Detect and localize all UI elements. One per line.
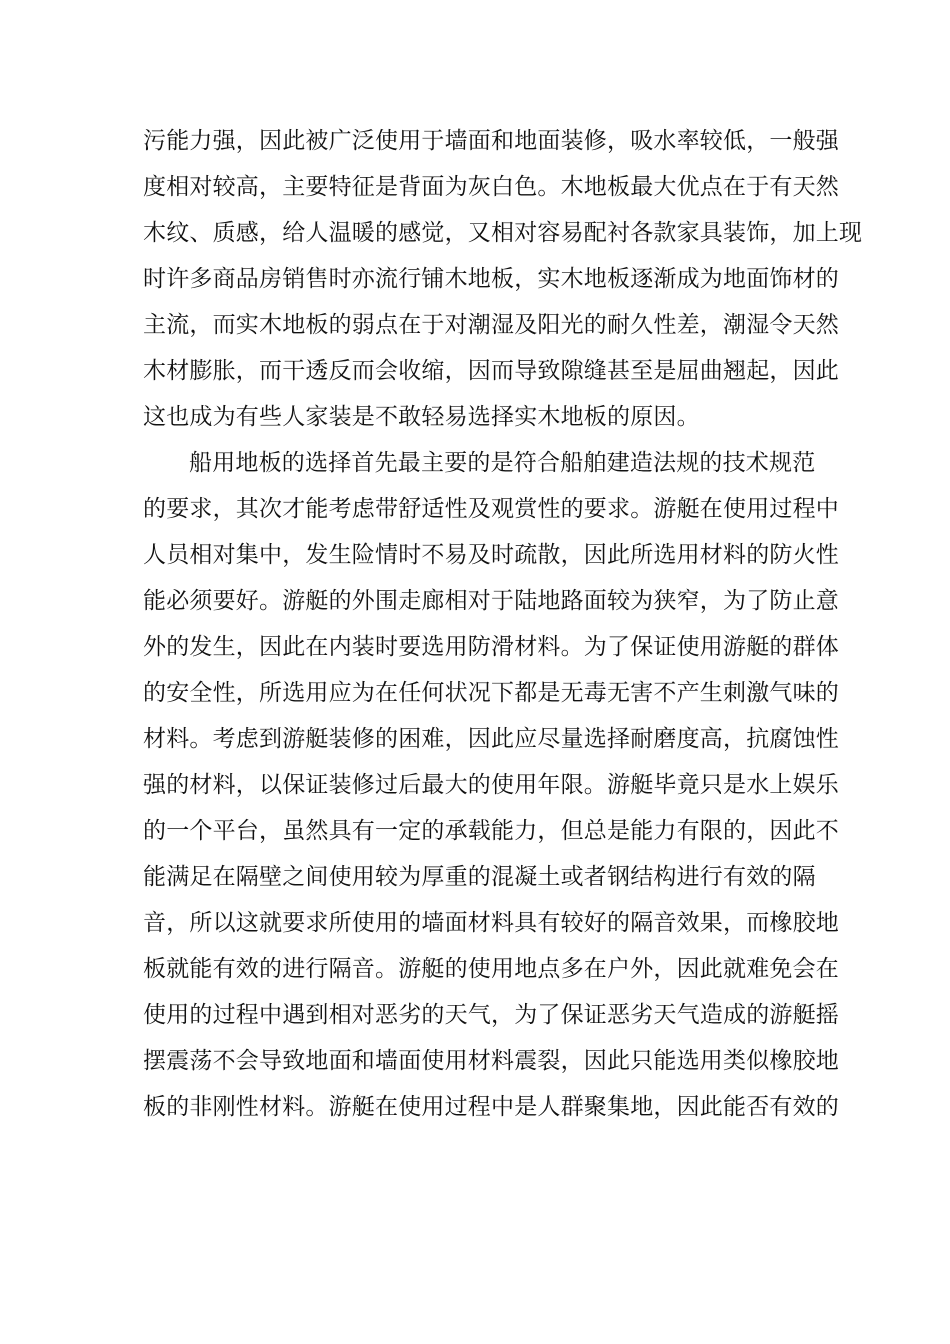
text-line: 板的非刚性材料。游艇在使用过程中是人群聚集地，因此能否有效的: [143, 1094, 839, 1120]
text-line: 的要求，其次才能考虑带舒适性及观赏性的要求。游艇在使用过程中: [143, 496, 839, 522]
text-line: 使用的过程中遇到相对恶劣的天气，为了保证恶劣天气造成的游艇摇: [143, 1002, 839, 1028]
text-line: 这也成为有些人家装是不敢轻易选择实木地板的原因。: [143, 404, 700, 430]
text-line: 度相对较高，主要特征是背面为灰白色。木地板最大优点在于有天然: [143, 174, 839, 200]
text-line: 主流，而实木地板的弱点在于对潮湿及阳光的耐久性差，潮湿令天然: [143, 312, 839, 338]
body-text: [143, 118, 863, 1130]
text-line: 的安全性，所选用应为在任何状况下都是无毒无害不产生刺激气味的: [143, 680, 839, 706]
text-line: 摆震荡不会导致地面和墙面使用材料震裂，因此只能选用类似橡胶地: [143, 1048, 839, 1074]
text-line: 材料。考虑到游艇装修的困难，因此应尽量选择耐磨度高，抗腐蚀性: [143, 726, 839, 752]
text-line: 的一个平台，虽然具有一定的承载能力，但总是能力有限的，因此不: [143, 818, 839, 844]
text-line: 能必须要好。游艇的外围走廊相对于陆地路面较为狭窄，为了防止意: [143, 588, 839, 614]
text-line: 木纹、质感，给人温暖的感觉，又相对容易配衬各款家具装饰，加上现: [143, 220, 863, 246]
text-line: 木材膨胀，而干透反而会收缩，因而导致隙缝甚至是屈曲翘起，因此: [143, 358, 839, 384]
text-line: 外的发生，因此在内装时要选用防滑材料。为了保证使用游艇的群体: [143, 634, 839, 660]
text-line: 板就能有效的进行隔音。游艇的使用地点多在户外，因此就难免会在: [143, 956, 839, 982]
paragraph-1: [143, 118, 863, 440]
text-line: 强的材料，以保证装修过后最大的使用年限。游艇毕竟只是水上娱乐: [143, 772, 839, 798]
text-line: 船用地板的选择首先最主要的是符合船舶建造法规的技术规范: [189, 450, 816, 476]
text-line: 污能力强，因此被广泛使用于墙面和地面装修，吸水率较低，一般强: [143, 128, 839, 154]
text-line: 时许多商品房销售时亦流行铺木地板，实木地板逐渐成为地面饰材的: [143, 266, 839, 292]
text-line: 音，所以这就要求所使用的墙面材料具有较好的隔音效果，而橡胶地: [143, 910, 839, 936]
text-line: 能满足在隔壁之间使用较为厚重的混凝土或者钢结构进行有效的隔: [143, 864, 816, 890]
paragraph-2: [143, 440, 839, 1130]
text-line: 人员相对集中，发生险情时不易及时疏散，因此所选用材料的防火性: [143, 542, 839, 568]
